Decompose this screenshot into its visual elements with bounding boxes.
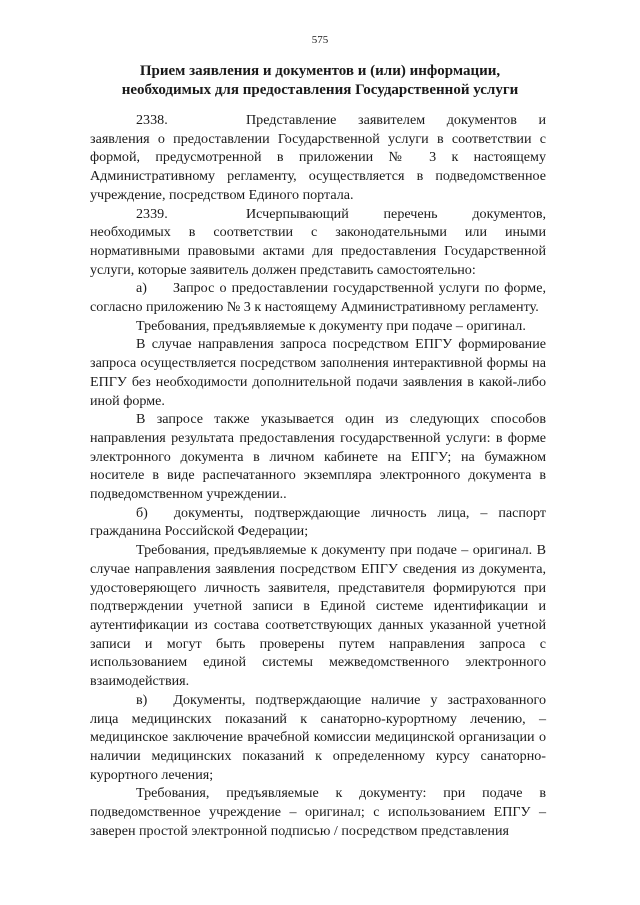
requirement-paragraph: Требования, предъявляемые к документу при подаче – оригинал. [136, 317, 526, 334]
list-label: б) [136, 504, 148, 521]
epgu-request-paragraph: В случае направления запроса посредством ЕПГУ формирование запроса осуществляется посредством заполнения интерактивной формы на ЕПГУ без необходимости дополнительной подачи заявления в какой-либо иной форме. [90, 336, 546, 409]
paragraph-text: Исчерпывающий перечень документов, необходимых в соответствии с законодательными или иными нормативными правовыми актами для предоставления Государственной услуги, которые заявитель должен представить самостоятельно: [90, 205, 546, 278]
paragraph-number: 2338. [136, 112, 168, 128]
paragraph-2338 [90, 111, 546, 205]
medical-requirement-paragraph: Требования, предъявляемые к документу: при подаче в подведомственное учреждение – оригинал; с использованием ЕПГУ – заверен простой электронной подписью / посредством представления [90, 785, 546, 839]
page-number: 575 [311, 34, 329, 46]
list-label: в) [136, 691, 148, 708]
identity-requirement-paragraph: Требования, предъявляемые к документу при подаче – оригинал. В случае направления заявления посредством ЕПГУ сведения из документа, удостоверяющего личность заявителя, представителя формируются при подтверждении учетной записи в Единой системе идентификации и аутентификации из состава соответствующих данных указанной учетной записи и могут быть проверены путем направления запроса с использованием единой системы межведомственного электронного взаимодействия. [90, 542, 546, 690]
heading-line-2: необходимых для предоставления Государственной услуги [121, 82, 519, 98]
list-item-v [90, 691, 546, 785]
paragraph-2339 [90, 205, 546, 280]
paragraph-text: Представление заявителем документов и заявления о предоставлении Государственной услуги в соответствии с формой, предусмотренной в приложении № 3 к настоящему Административному регламенту, осуществляется в подведомственное учреждение, посредством Единого портала. [90, 112, 546, 203]
body-text [90, 111, 546, 840]
paragraph-text: документы, подтверждающие личность лица, – паспорт гражданина Российской Федерации; [90, 504, 546, 540]
paragraph-text: Документы, подтверждающие наличие у застрахованного лица медицинских показаний к санаторно-курортному лечению, – медицинское заключение врачебной комиссии медицинской организации о наличии медицинских показаний к определенному курсу санаторно-курортного лечения; [90, 691, 546, 783]
list-item-a [90, 279, 546, 316]
section-heading [70, 62, 570, 100]
list-item-b [90, 504, 546, 541]
paragraph-text: Запрос о предоставлении государственной услуги по форме, согласно приложению № 3 к настоящему Административному регламенту. [90, 280, 546, 316]
result-method-paragraph: В запросе также указывается один из следующих способов направления результата предоставления государственной услуги: в форме электронного документа в личном кабинете на ЕПГУ; на бумажном носителе в виде распечатанного экземпляра электронного документа в подведомственном учреждении.. [90, 411, 546, 503]
heading-line-1: Прием заявления и документов и (или) информации, [139, 63, 501, 79]
paragraph-number: 2339. [136, 205, 168, 222]
list-label: а) [136, 280, 147, 297]
